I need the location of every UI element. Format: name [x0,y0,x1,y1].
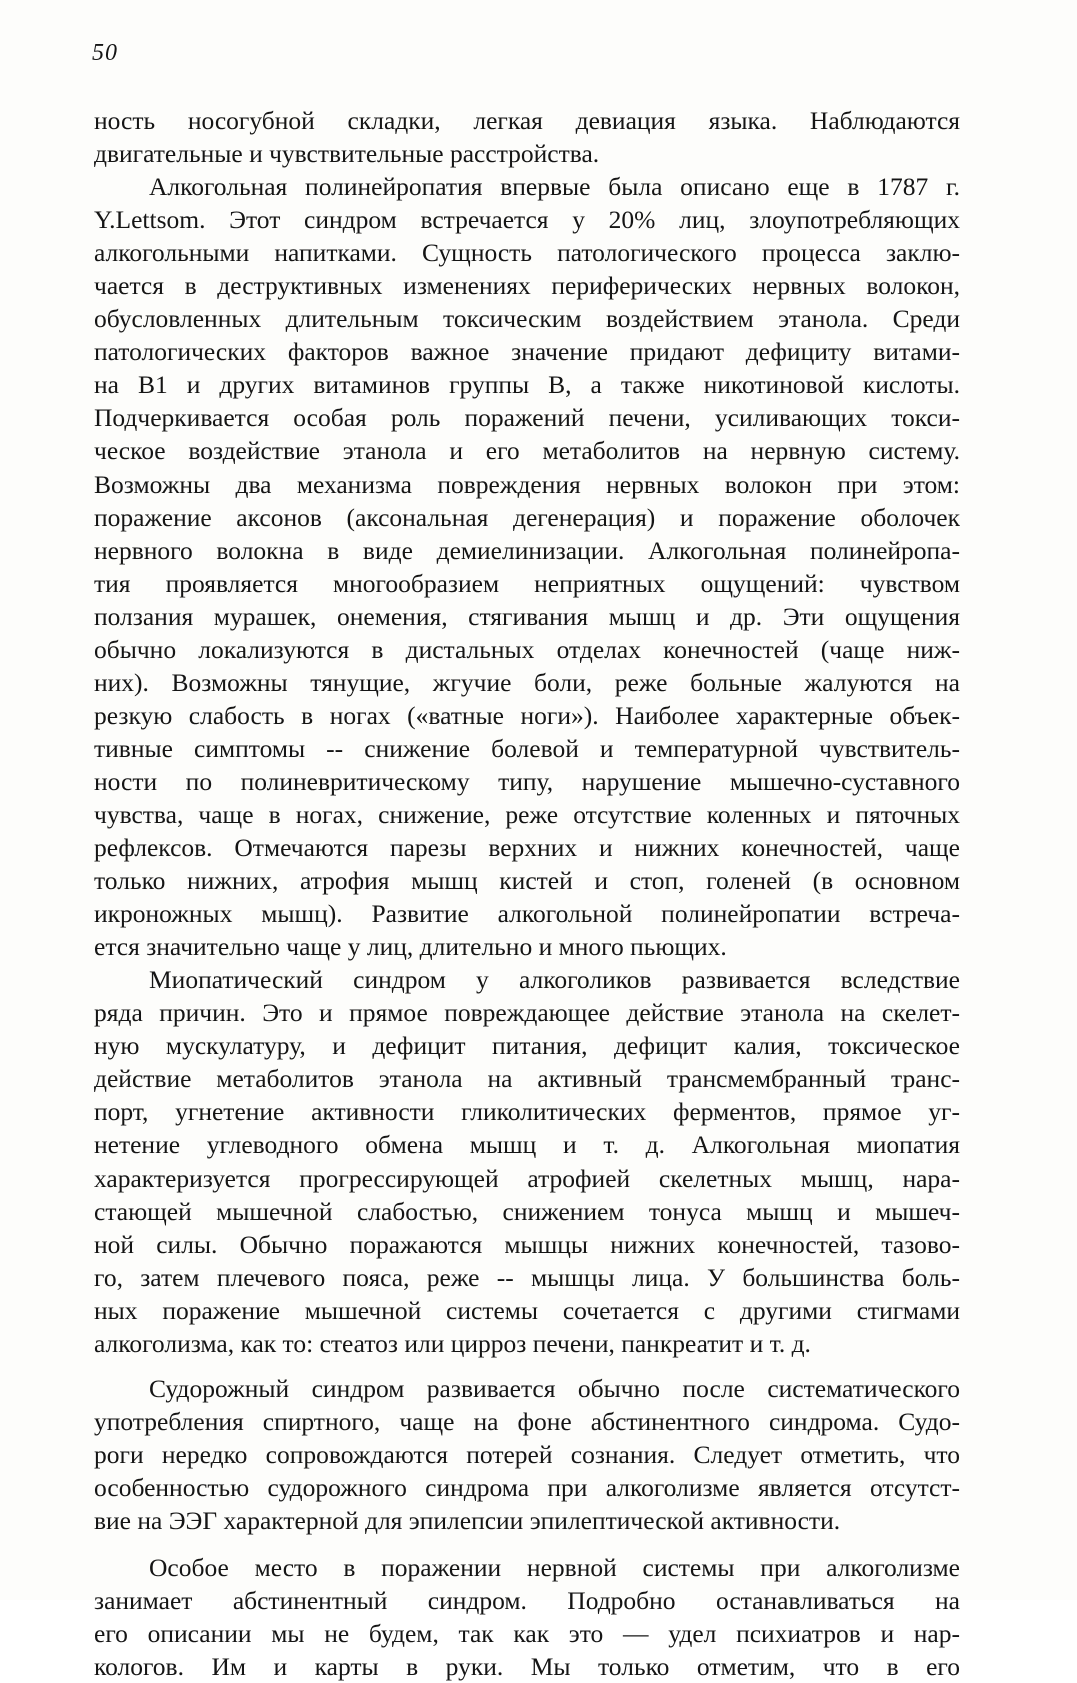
paragraph-neuropathy-continuation [94,104,960,170]
text-line: особенностью судорожного синдрома при алкоголизме является отсутст- [94,1472,960,1502]
paragraph-abstinence-syndrome [94,1551,960,1683]
text-line: Y.Lettsom. Этот синдром встречается у 20% лиц, злоупотребляющих [94,205,960,235]
text-line: Возможны два механизма повреждения нервных волокон при этом: [94,469,960,499]
page-number: 50 [92,40,118,66]
text-line: нетение углеводного обмена мышц и т. д. Алкогольная миопатия [94,1130,960,1160]
paragraph-alcoholic-polyneuropathy [94,170,960,963]
text-line: тия проявляется многообразием неприятных ощущений: чувством [94,568,960,598]
text-line: стающей мышечной слабостью, снижением тонуса мышц и мышеч- [94,1196,960,1226]
text-line: рефлексов. Отмечаются парезы верхних и нижних конечностей, чаще [94,833,960,863]
text-line: действие метаболитов этанола на активный трансмембранный транс- [94,1064,960,1094]
text-line: ряда причин. Это и прямое повреждающее действие этанола на скелет- [94,998,960,1028]
text-line: характеризуется прогрессирующей атрофией скелетных мышц, нара- [94,1163,960,1193]
text-line: только нижних, атрофия мышц кистей и стоп, голеней (в основном [94,866,960,896]
text-line: ется значительно чаще у лиц, длительно и много пьющих. [94,932,727,962]
text-line: Алкогольная полинейропатия впервые была описано еще в 1787 г. [149,172,960,202]
paragraph-convulsive-syndrome [94,1372,960,1537]
text-line: порт, угнетение активности гликолитических ферментов, прямое уг- [94,1097,960,1127]
text-line: них). Возможны тянущие, жгучие боли, реже больные жалуются на [94,667,960,697]
text-line: ности по полиневритическому типу, нарушение мышечно-суставного [94,766,960,796]
text-line: его описании мы не будем, так как это — удел психиатров и нар- [94,1619,960,1649]
text-line: Миопатический синдром у алкоголиков развивается вследствие [149,965,960,995]
text-line: го, затем плечевого пояса, реже -- мышцы лица. У большинства боль- [94,1262,960,1292]
text-line: ной силы. Обычно поражаются мышцы нижних конечностей, тазово- [94,1229,960,1259]
text-line: Судорожный синдром развивается обычно после систематического [149,1373,960,1403]
text-line: алкогольными напитками. Сущность патологического процесса заклю- [94,238,960,268]
text-line: ных поражение мышечной системы сочетается с другими стигмами [94,1295,960,1325]
text-line: ную мускулатуру, и дефицит питания, дефицит калия, токсическое [94,1031,960,1061]
text-line: занимает абстинентный синдром. Подробно останавливаться на [94,1586,960,1616]
paragraph-myopathic-syndrome [94,963,960,1360]
text-line: ческое воздействие этанола и его метаболитов на нервную систему. [94,436,960,466]
text-line: обычно локализуются в дистальных отделах конечностей (чаще ниж- [94,634,960,664]
body-text [94,104,960,1683]
text-line: обусловленных длительным токсическим воздействием этанола. Среди [94,304,960,334]
text-line: алкоголизма, как то: стеатоз или цирроз печени, панкреатит и т. д. [94,1328,811,1358]
text-line: тивные симптомы -- снижение болевой и температурной чувствитель- [94,733,960,763]
text-line: вие на ЭЭГ характерной для эпилепсии эпилептической активности. [94,1505,841,1535]
text-line: ность носогубной складки, легкая девиация языка. Наблюдаются [94,106,960,135]
text-line: икроножных мышц). Развитие алкогольной полинейропатии встреча- [94,899,960,929]
text-line: на B1 и других витаминов группы В, а также никотиновой кислоты. [94,370,960,400]
text-line: чается в деструктивных изменениях периферических нервных волокон, [94,271,960,301]
text-line: двигательные и чувствительные расстройства. [94,139,600,169]
text-line: резкую слабость в ногах («ватные ноги»). Наиболее характерные объек- [94,700,960,730]
text-line: кологов. Им и карты в руки. Мы только отметим, что в его [94,1652,960,1682]
text-line: поражение аксонов (аксональная дегенерация) и поражение оболочек [94,502,960,532]
text-line: патологических факторов важное значение придают дефициту витами- [94,337,960,367]
text-line: нервного волокна в виде демиелинизации. Алкогольная полинейропа- [94,535,960,565]
text-line: роги нередко сопровождаются потерей сознания. Следует отметить, что [94,1439,960,1469]
text-line: Особое место в поражении нервной системы при алкоголизме [149,1553,960,1583]
text-line: чувства, чаще в ногах, снижение, реже отсутствие коленных и пяточных [94,799,960,829]
text-line: употребления спиртного, чаще на фоне абстинентного синдрома. Судо- [94,1406,960,1436]
text-line: Подчеркивается особая роль поражений печени, усиливающих токси- [94,403,960,433]
text-line: ползания мурашек, онемения, стягивания мышц и др. Эти ощущения [94,601,960,631]
